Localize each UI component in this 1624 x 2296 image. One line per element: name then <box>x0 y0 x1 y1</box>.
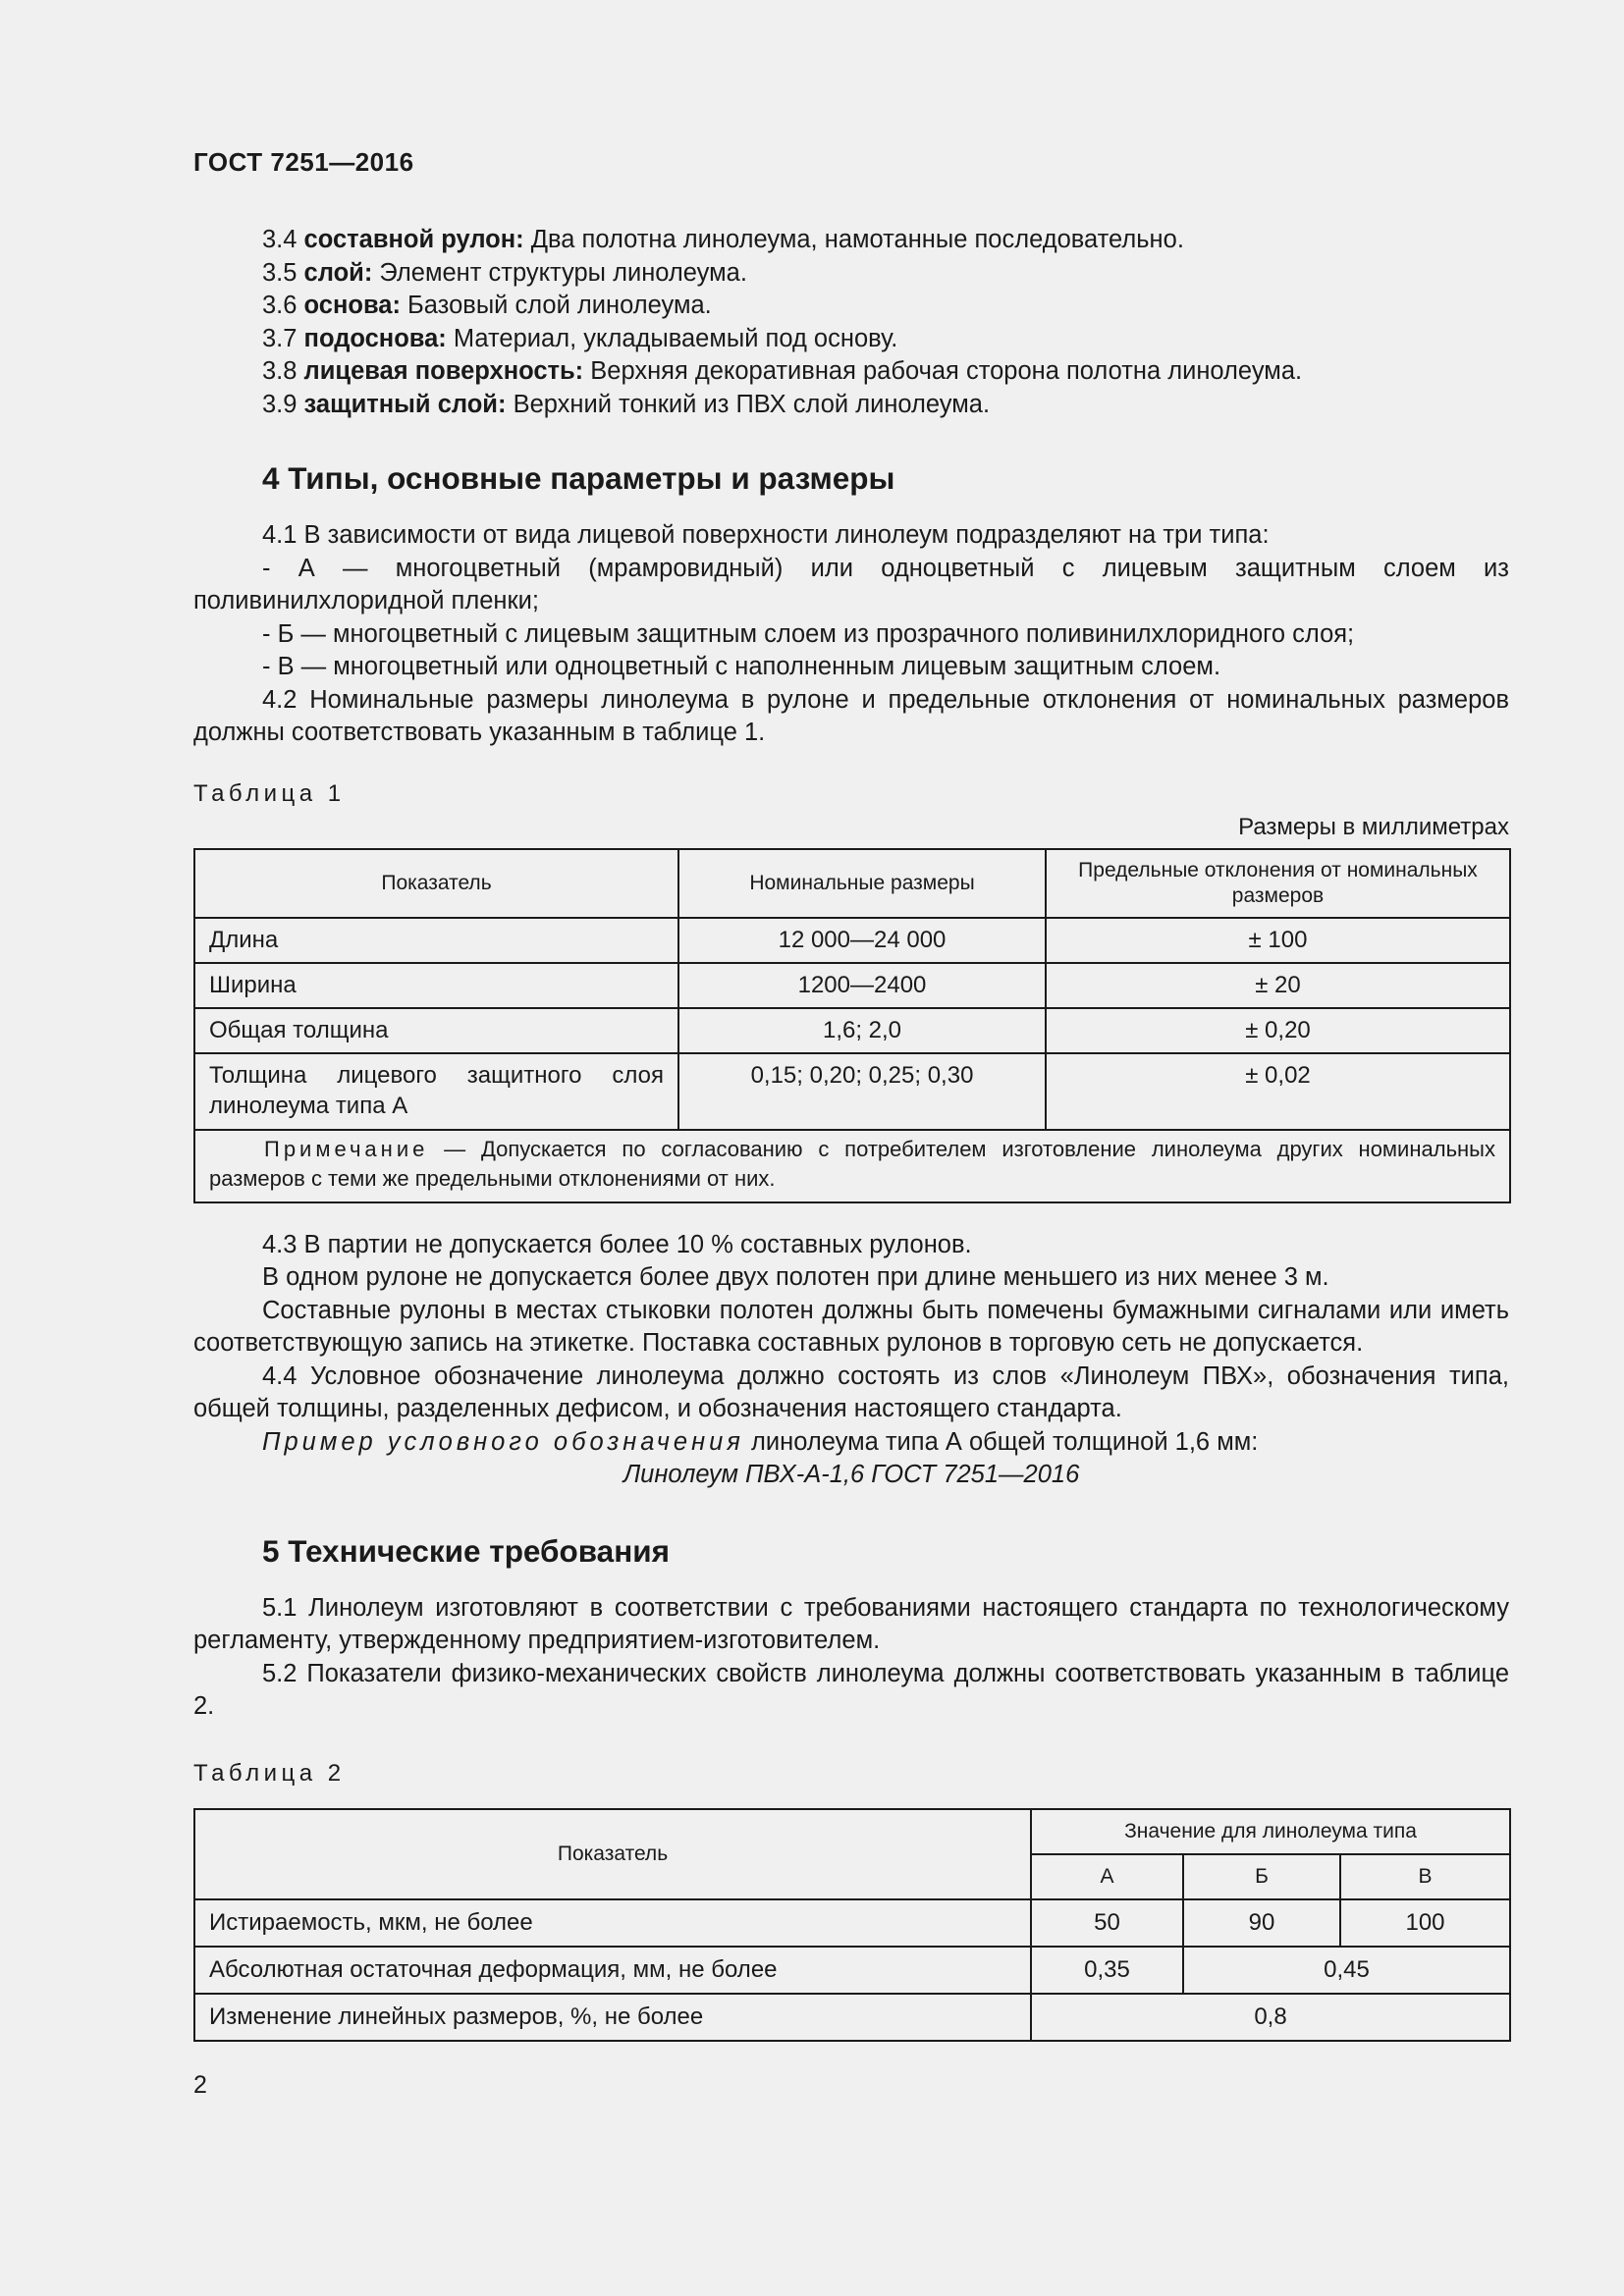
table-2-cell-type-a: 50 <box>1031 1899 1183 1947</box>
table-1-cell-deviation: ± 100 <box>1046 918 1510 963</box>
section-4-body <box>193 519 1509 750</box>
example-designation: Линолеум ПВХ-А-1,6 ГОСТ 7251—2016 <box>623 1461 1080 1488</box>
table-1-cell-deviation: ± 20 <box>1046 963 1510 1008</box>
table-2-cell-type-v: 100 <box>1340 1899 1510 1947</box>
table-1-cell-nominal: 12 000—24 000 <box>678 918 1046 963</box>
table-1 <box>193 848 1511 1203</box>
table-2-cell-indicator: Истираемость, мкм, не более <box>194 1899 1031 1947</box>
page-content <box>193 224 1509 2042</box>
table-1-cell-deviation: ± 0,02 <box>1046 1053 1510 1130</box>
table-1-cell-nominal: 1,6; 2,0 <box>678 1008 1046 1053</box>
table-2-header-group: Значение для линолеума типа <box>1031 1809 1510 1854</box>
table-2-header-row <box>194 1809 1510 1854</box>
example-line <box>193 1426 1509 1460</box>
type-a-item: - А — многоцветный (мрамровидный) или одноцветный с лицевым защитным слоем из поливинилхлоридной пленки; <box>193 554 1509 614</box>
table-1-cell-indicator: Общая толщина <box>194 1008 678 1053</box>
table-row <box>194 1947 1510 1994</box>
table-2-cell-type-b: 90 <box>1183 1899 1340 1947</box>
paragraph-4-3: 4.3 В партии не допускается более 10 % составных рулонов. <box>262 1230 972 1258</box>
table-2-header-type-a: А <box>1031 1854 1183 1899</box>
table-row <box>194 963 1510 1008</box>
table-1-header-nominal: Номинальные размеры <box>678 849 1046 918</box>
table-2-header-type-b: Б <box>1183 1854 1340 1899</box>
paragraph-4-4: 4.4 Условное обозначение линолеума должно состоять из слов «Линолеум ПВХ», обозначения типа, общей толщины, разделенных дефисом, и обозначения настоящего стандарта. <box>193 1362 1509 1422</box>
example-label: Пример условного обозначения <box>262 1427 744 1456</box>
term-3-5: 3.5 слой: Элемент структуры линолеума. <box>262 258 747 287</box>
table-1-cell-indicator: Длина <box>194 918 678 963</box>
table-2-cell-indicator: Абсолютная остаточная деформация, мм, не более <box>194 1947 1031 1994</box>
paragraph-4-1: 4.1 В зависимости от вида лицевой поверхности линолеум подразделяют на три типа: <box>262 521 1270 549</box>
terms-list <box>193 224 1509 421</box>
table-1-cell-nominal: 0,15; 0,20; 0,25; 0,30 <box>678 1053 1046 1130</box>
page-number: 2 <box>193 2071 207 2099</box>
term-3-9: 3.9 защитный слой: Верхний тонкий из ПВХ слой линолеума. <box>262 390 991 418</box>
table-1-cell-deviation: ± 0,20 <box>1046 1008 1510 1053</box>
section-5-title: 5 Технические требования <box>262 1532 670 1569</box>
table-row <box>194 1899 1510 1947</box>
table-2-cell-type-b-v: 0,45 <box>1183 1947 1510 1994</box>
table-2-cell-all-types: 0,8 <box>1031 1994 1510 2041</box>
section-5-body <box>193 1592 1509 1724</box>
note-text: — Допускается по согласованию с потребителем изготовление линолеума других номинальных размеров с теми же предельными отклонениями от них. <box>209 1136 1495 1191</box>
paragraph-4-2: 4.2 Номинальные размеры линолеума в рулоне и предельные отклонения от номинальных размеров должны соответствовать указанным в таблице 1. <box>193 685 1509 746</box>
table-1-note <box>194 1130 1510 1202</box>
table-row <box>194 918 1510 963</box>
type-v-item: - В — многоцветный или одноцветный с наполненным лицевым защитным слоем. <box>262 653 1221 680</box>
table-1-cell-indicator: Ширина <box>194 963 678 1008</box>
table-2-header-type-v: В <box>1340 1854 1510 1899</box>
table-1-caption: Таблица 1 <box>193 779 346 807</box>
paragraph-5-2: 5.2 Показатели физико-механических свойств линолеума должны соответствовать указанным в таблице 2. <box>193 1659 1509 1720</box>
table-2-caption: Таблица 2 <box>193 1759 346 1787</box>
table-row <box>194 1053 1510 1130</box>
table-1-header-deviation: Предельные отклонения от номинальных размеров <box>1046 849 1510 918</box>
term-3-7: 3.7 подоснова: Материал, укладываемый под основу. <box>262 324 898 352</box>
paragraph-4-3-joints: Составные рулоны в местах стыковки полотен должны быть помечены бумажными сигналами или иметь соответствующую запись на этикетке. Поставка составных рулонов в торговую сеть не допускается. <box>193 1296 1509 1357</box>
table-1-cell-indicator: Толщина лицевого защитного слоя линолеума типа А <box>194 1053 678 1130</box>
table-1-header-row <box>194 849 1510 918</box>
type-b-item: - Б — многоцветный с лицевым защитным слоем из прозрачного поливинилхлоридного слоя; <box>262 619 1355 648</box>
table-1-cell-nominal: 1200—2400 <box>678 963 1046 1008</box>
table-2-header-indicator: Показатель <box>194 1809 1031 1899</box>
table-row <box>194 1008 1510 1053</box>
paragraph-5-1: 5.1 Линолеум изготовляют в соответствии с требованиями настоящего стандарта по технологическому регламенту, утвержденному предприятием-изготовителем. <box>193 1593 1509 1654</box>
term-3-4: 3.4 составной рулон: Два полотна линолеума, намотанные последовательно. <box>262 226 1184 253</box>
term-3-8: 3.8 лицевая поверхность: Верхняя декоративная рабочая сторона полотна линолеума. <box>262 357 1303 385</box>
table-2 <box>193 1808 1511 2042</box>
table-1-units: Размеры в миллиметрах <box>1238 813 1509 840</box>
note-label: Примечание <box>264 1136 429 1161</box>
table-1-header-indicator: Показатель <box>194 849 678 918</box>
paragraph-4-3-rolls: В одном рулоне не допускается более двух полотен при длине меньшего из них менее 3 м. <box>262 1263 1329 1291</box>
term-3-6: 3.6 основа: Базовый слой линолеума. <box>262 292 712 319</box>
standard-header: ГОСТ 7251—2016 <box>193 147 414 177</box>
table-1-note-row <box>194 1130 1510 1202</box>
table-row <box>194 1994 1510 2041</box>
section-4-continued <box>193 1229 1509 1492</box>
table-2-cell-type-a: 0,35 <box>1031 1947 1183 1994</box>
table-2-cell-indicator: Изменение линейных размеров, %, не более <box>194 1994 1031 2041</box>
section-4-title: 4 Типы, основные параметры и размеры <box>262 460 895 496</box>
example-text: линолеума типа А общей толщиной 1,6 мм: <box>743 1427 1259 1456</box>
